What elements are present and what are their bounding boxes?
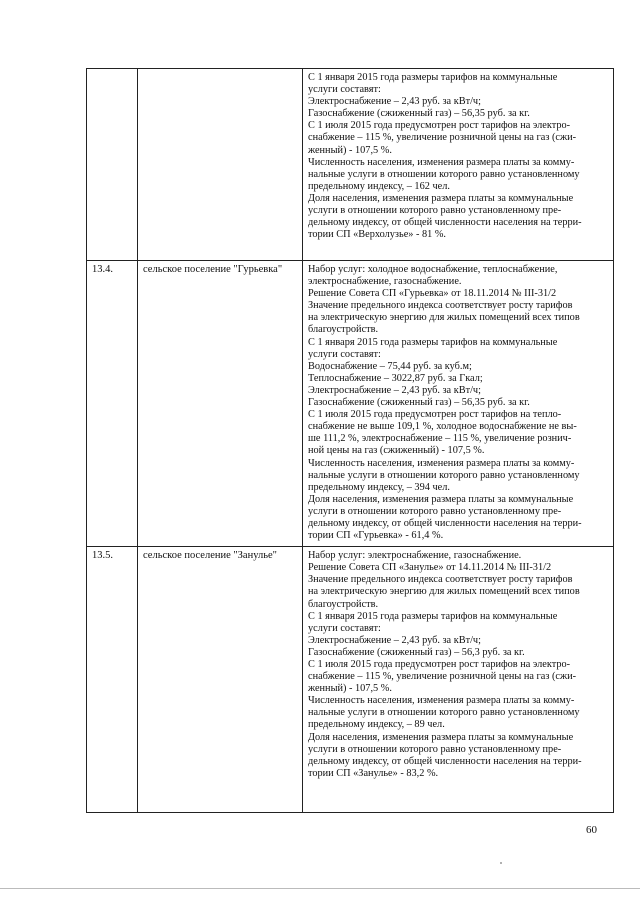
row-description [303, 547, 614, 813]
text-line: благоустройств. [308, 598, 379, 610]
text-line: С 1 января 2015 года размеры тарифов на коммунальные [308, 336, 558, 348]
text-line: Водоснабжение – 75,44 руб. за куб.м; [308, 360, 472, 372]
text-line: Электроснабжение – 2,43 руб. за кВт/ч; [308, 96, 481, 108]
text-line: дельному индексу, от общей численности населения на терри- [308, 755, 582, 767]
text-line: дельному индексу, от общей численности населения на терри- [308, 517, 582, 529]
text-line: С 1 января 2015 года размеры тарифов на коммунальные [308, 72, 558, 83]
text-line: нальные услуги в отношении которого равно установленному [308, 469, 580, 481]
text-line: благоустройств. [308, 324, 379, 336]
text-line: услуги в отношении которого равно установленному пре- [308, 505, 562, 517]
text-line: Решение Совета СП «Гурьевка» от 18.11.2014 № III-31/2 [308, 288, 557, 300]
row-number: 13.5. [87, 547, 138, 813]
text-line: Доля населения, изменения размера платы за коммунальные [308, 493, 574, 505]
text-line: Численность населения, изменения размера платы за комму- [308, 156, 575, 168]
text-line: Набор услуг: холодное водоснабжение, теплоснабжение, [308, 264, 558, 275]
text-line: услуги составят: [308, 348, 381, 360]
text-line: Доля населения, изменения размера платы за коммунальные [308, 192, 574, 204]
text-line: Электроснабжение – 2,43 руб. за кВт/ч; [308, 384, 481, 396]
text-line: С 1 июля 2015 года предусмотрен рост тарифов на электро- [308, 659, 571, 670]
text-line: предельному индексу, – 394 чел. [308, 481, 450, 493]
text-line: нальные услуги в отношении которого равно установленному [308, 168, 580, 180]
text-line: женный) - 107,5 %. [308, 144, 392, 156]
text-line: услуги составят: [308, 622, 381, 634]
text-line: электроснабжение, газоснабжение. [308, 276, 462, 288]
scan-speck [500, 862, 502, 864]
text-line: на электрическую энергию для жилых помещений всех типов [308, 586, 580, 598]
text-line: снабжение – 115 %, увеличение розничной цены на газ (сжи- [308, 671, 577, 683]
row-description [303, 261, 614, 547]
text-line: Газоснабжение (сжиженный газ) – 56,35 руб. за кг. [308, 108, 530, 120]
text-line: Электроснабжение – 2,43 руб. за кВт/ч; [308, 634, 481, 646]
table-row [87, 547, 614, 813]
text-line: Теплоснабжение – 3022,87 руб. за Гкал; [308, 372, 483, 384]
text-line: ной цены на газ (сжиженный) - 107,5 %. [308, 445, 485, 457]
text-line: Численность населения, изменения размера платы за комму- [308, 695, 575, 707]
text-line: предельному индексу, – 89 чел. [308, 719, 445, 731]
table-row [87, 69, 614, 261]
text-line: С 1 января 2015 года размеры тарифов на коммунальные [308, 610, 558, 622]
text-line: снабжение не выше 109,1 %, холодное водоснабжение не вы- [308, 421, 577, 433]
text-line: тории СП «Занулье» - 83,2 %. [308, 767, 439, 779]
text-line: С 1 июля 2015 года предусмотрен рост тарифов на тепло- [308, 409, 562, 421]
text-line: Газоснабжение (сжиженный газ) – 56,3 руб. за кг. [308, 646, 525, 658]
text-line: Значение предельного индекса соответствует росту тарифов [308, 574, 573, 586]
text-line: услуги в отношении которого равно установленному пре- [308, 743, 562, 755]
text-line: Значение предельного индекса соответствует росту тарифов [308, 300, 573, 312]
text-line: С 1 июля 2015 года предусмотрен рост тарифов на электро- [308, 120, 571, 132]
text-line: предельному индексу, – 162 чел. [308, 180, 450, 192]
row-number [87, 69, 138, 261]
text-line: услуги в отношении которого равно установленному пре- [308, 205, 562, 217]
text-line: Доля населения, изменения размера платы за коммунальные [308, 731, 574, 743]
text-line: услуги составят: [308, 84, 381, 96]
table-row [87, 261, 614, 547]
text-line: Решение Совета СП «Занулье» от 14.11.2014 № III-31/2 [308, 562, 552, 574]
text-line: на электрическую энергию для жилых помещений всех типов [308, 312, 580, 324]
settlement-name: сельское поселение "Гурьевка" [138, 261, 303, 547]
text-line: тории СП «Верхолузье» - 81 %. [308, 229, 447, 241]
text-line: тории СП «Гурьевка» - 61,4 %. [308, 530, 444, 542]
row-number: 13.4. [87, 261, 138, 547]
text-line: нальные услуги в отношении которого равно установленному [308, 707, 580, 719]
text-line: Набор услуг: электроснабжение, газоснабжение. [308, 550, 522, 562]
settlement-name [138, 69, 303, 261]
text-line: женный) - 107,5 %. [308, 683, 392, 695]
tariff-table [86, 68, 614, 813]
text-line: Газоснабжение (сжиженный газ) – 56,35 руб. за кг. [308, 397, 530, 409]
text-line: Численность населения, изменения размера платы за комму- [308, 457, 575, 469]
page-number: 60 [586, 824, 597, 836]
text-line: снабжение – 115 %, увеличение розничной цены на газ (сжи- [308, 132, 577, 144]
row-description [303, 69, 614, 261]
text-line: дельному индексу, от общей численности населения на терри- [308, 217, 582, 229]
scan-edge-line [0, 888, 640, 889]
settlement-name: сельское поселение "Занулье" [138, 547, 303, 813]
text-line: ше 111,2 %, электроснабжение – 115 %, увеличение рознич- [308, 433, 572, 445]
